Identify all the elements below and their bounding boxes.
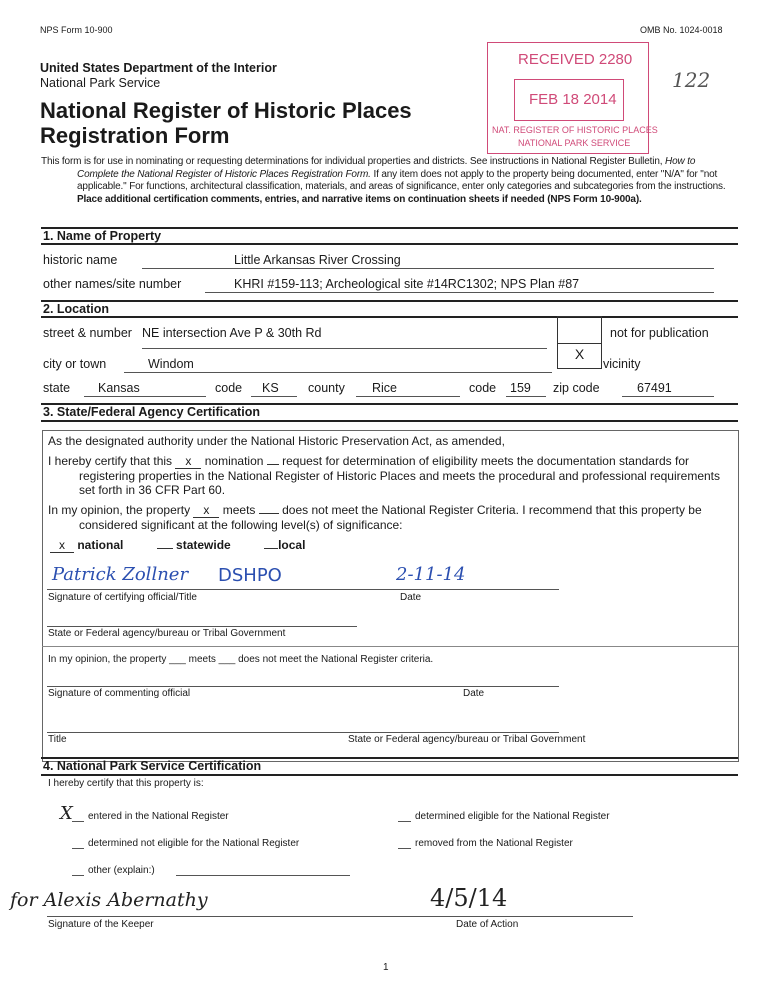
statewide-mark[interactable] (157, 548, 173, 549)
section1-heading: 1. Name of Property (43, 229, 162, 243)
form-number: NPS Form 10-900 (40, 25, 113, 35)
local-mark[interactable] (264, 548, 278, 549)
sig-label: Signature of certifying official/Title (48, 592, 197, 603)
city-label: city or town (43, 357, 107, 371)
check-line (398, 821, 411, 822)
field-line (84, 396, 206, 397)
not-eligible-label: determined not eligible for the National Register (88, 838, 300, 849)
other-names-label: other names/site number (43, 277, 182, 291)
vicinity-label: vicinity (603, 357, 641, 371)
divider (42, 646, 738, 647)
certify-text: I hereby certify that this (48, 454, 176, 468)
omb-number: OMB No. 1024-0018 (640, 25, 723, 35)
section3-heading: 3. State/Federal Agency Certification (43, 405, 260, 419)
certification-text (48, 434, 736, 559)
opinion-text: does not meet the National Register Criteria. I recommend that this property be considered significant at the following level(s) of significance: (79, 503, 702, 532)
other-names-value[interactable]: KHRI #159-113; Archeological site #14RC1302; NPS Plan #87 (234, 277, 580, 291)
not-for-publication-checkbox[interactable] (557, 316, 602, 344)
field-line (205, 292, 714, 293)
received-stamp (487, 42, 658, 154)
agency-label: State or Federal agency/bureau or Tribal Government (48, 628, 286, 639)
certify-statement (48, 454, 736, 497)
authority-text: As the designated authority under the National Historic Preservation Act, as amended, (48, 434, 505, 448)
zip-value[interactable]: 67491 (637, 381, 672, 395)
stamp-date: FEB 18 2014 (529, 91, 617, 108)
divider (41, 774, 738, 776)
field-line (124, 372, 552, 373)
section4-heading: 4. National Park Service Certification (43, 759, 262, 773)
county-value[interactable]: Rice (372, 381, 398, 395)
certifying-title: DSHPO (218, 565, 282, 586)
field-line (356, 396, 460, 397)
state-label: state (43, 381, 71, 395)
nomination-mark[interactable]: x (175, 454, 201, 469)
divider (41, 420, 738, 422)
handwritten-number: 122 (672, 68, 711, 92)
stamp-line1: NAT. REGISTER OF HISTORIC PLACES (492, 125, 658, 135)
field-line (622, 396, 714, 397)
stamp-received: RECEIVED 2280 (518, 51, 633, 68)
signature-line (47, 732, 559, 733)
action-date-label: Date of Action (456, 919, 519, 930)
city-value[interactable]: Windom (148, 357, 194, 371)
action-date: 4/5/14 (430, 884, 508, 912)
level-local (264, 538, 305, 552)
keeper-label: Signature of the Keeper (48, 919, 154, 930)
zip-label: zip code (553, 381, 600, 395)
divider (41, 243, 738, 245)
certify-text: request for determination of eligibility meets the documentation standards for registering properties in the National Register of Historic Places and meets the procedural and professional requirements set forth in 36 CFR Part 60. (79, 454, 720, 497)
certifying-signature: Patrick Zollner (52, 564, 189, 585)
signature-line (47, 589, 559, 590)
entered-mark[interactable]: X (60, 803, 73, 824)
street-label: street & number (43, 326, 132, 340)
instructions-paragraph (41, 156, 733, 206)
level-national (50, 538, 123, 553)
divider (41, 300, 738, 302)
county-label: county (308, 381, 345, 395)
statewide-label: statewide (176, 538, 231, 552)
vicinity-checkbox[interactable]: X (557, 342, 602, 369)
check-line (72, 821, 84, 822)
national-mark[interactable]: x (50, 538, 74, 553)
certify-text: nomination (201, 454, 267, 468)
state-value[interactable]: Kansas (98, 381, 140, 395)
field-line (506, 396, 546, 397)
opinion-statement (48, 503, 736, 532)
date-label: Date (400, 592, 422, 603)
local-label: local (278, 538, 306, 552)
other-explain-line (176, 875, 350, 876)
not-meet-mark[interactable] (259, 513, 279, 514)
entered-label: entered in the National Register (88, 811, 229, 822)
department: United States Department of the Interior (40, 61, 277, 75)
signature-line (47, 686, 559, 687)
check-line (72, 848, 84, 849)
agency: National Park Service (40, 76, 161, 90)
meets-mark[interactable]: x (193, 503, 219, 518)
not-for-publication-label: not for publication (610, 326, 709, 340)
county-code-value[interactable]: 159 (510, 381, 531, 395)
nps-certify-text: I hereby certify that this property is: (48, 778, 204, 789)
intro-bulletin-title: How to Complete the National Register of Historic Places Registration Form. (77, 156, 696, 180)
signature-line (47, 626, 357, 627)
street-value[interactable]: NE intersection Ave P & 30th Rd (142, 326, 322, 340)
opinion-text: In my opinion, the property (48, 503, 194, 517)
section2-heading: 2. Location (43, 302, 109, 316)
county-code-label: code (469, 381, 497, 395)
comment-opinion: In my opinion, the property ___ meets ___ does not meet the National Register criteria. (48, 654, 434, 665)
comment-date-label: Date (463, 688, 485, 699)
comment-sig-label: Signature of commenting official (48, 688, 191, 699)
historic-name-value[interactable]: Little Arkansas River Crossing (234, 253, 401, 267)
stamp-date-box (514, 79, 624, 121)
check-line (398, 848, 411, 849)
form-title-line2: Registration Form (40, 123, 230, 148)
eligible-label: determined eligible for the National Register (415, 811, 610, 822)
state-code-label: code (215, 381, 243, 395)
page-number: 1 (383, 962, 389, 973)
check-line (72, 875, 84, 876)
form-title-line1: National Register of Historic Places (40, 98, 412, 123)
field-line (142, 348, 547, 349)
certifying-date: 2-11-14 (396, 564, 466, 585)
opinion-text: meets (219, 503, 259, 517)
request-mark[interactable] (267, 464, 279, 465)
intro-text: This form is for use in nominating or requesting determinations for individual properties and districts. See instructions in National Register Bulletin, (41, 156, 666, 167)
level-statewide (157, 538, 231, 552)
comment-agency-label: State or Federal agency/bureau or Tribal Government (348, 734, 586, 745)
significance-levels (48, 538, 736, 553)
signature-line (47, 916, 633, 917)
field-line (251, 396, 297, 397)
divider (41, 316, 738, 318)
state-code-value[interactable]: KS (262, 381, 279, 395)
intro-bold: Place additional certification comments, entries, and narrative items on continuation sheets if needed (NPS Form 10-900a). (77, 193, 642, 205)
intro-text-2: If any item does not apply to the property being documented, enter "N/A" for "not applicable." For functions, architectural classification, materials, and areas of significance, enter only categories and subcategories from the instructions. (77, 168, 726, 192)
field-line (142, 268, 714, 269)
historic-name-label: historic name (43, 253, 118, 267)
stamp-line2: NATIONAL PARK SERVICE (518, 138, 631, 148)
removed-label: removed from the National Register (415, 838, 573, 849)
other-label: other (explain:) (88, 865, 155, 876)
title-label: Title (48, 734, 67, 745)
national-label: national (77, 538, 124, 552)
keeper-signature: for Alexis Abernathy (10, 889, 208, 911)
